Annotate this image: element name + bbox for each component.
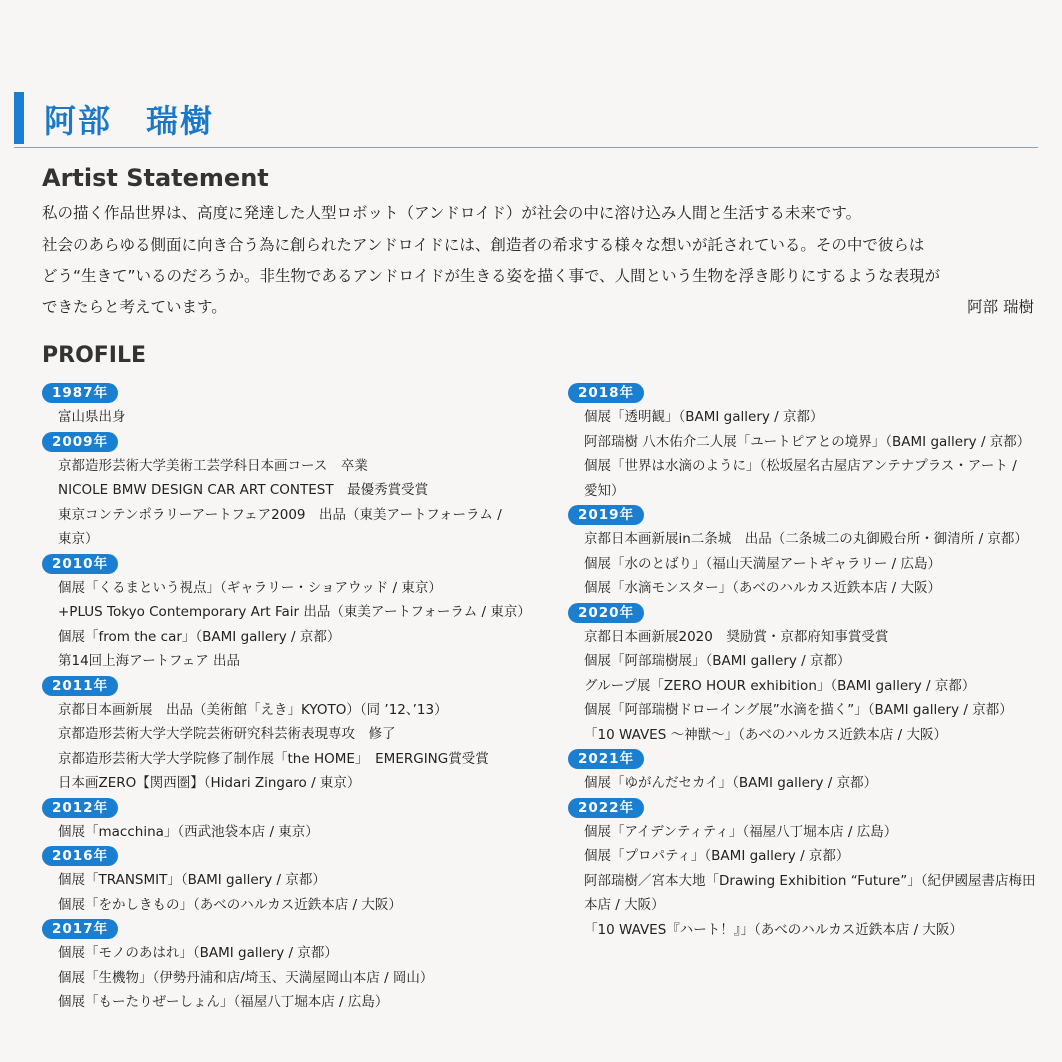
profile-entry: 京都造形芸術大学大学院芸術研究科芸術表現専攻 修了 xyxy=(58,726,396,742)
year-badge: 1987年 xyxy=(42,383,118,403)
profile-entry: 個展「阿部瑞樹展」（BAMI gallery / 京都） xyxy=(584,653,851,669)
profile-entry: 愛知） xyxy=(584,482,625,499)
statement-heading: Artist Statement xyxy=(42,164,269,192)
statement-line: 私の描く作品世界は、高度に発達した人型ロボット（アンドロイド）が社会の中に溶け込み人間と生活する未来です。 xyxy=(42,204,862,222)
profile-entry: 富山県出身 xyxy=(58,409,126,425)
profile-entry: 個展「生機物」（伊勢丹浦和店/埼玉、天満屋岡山本店 / 岡山） xyxy=(58,969,434,986)
profile-column-left xyxy=(42,381,542,1015)
profile-entry: 個展「世界は水滴のように」（松坂屋名古屋店アンテナプラス・アート / xyxy=(584,458,1017,474)
statement-line: できたらと考えています。 xyxy=(42,298,227,316)
profile-entry: 個展「macchina」（西武池袋本店 / 東京） xyxy=(58,823,319,840)
profile-entry: 日本画ZERO【関西圏】（Hidari Zingaro / 東京） xyxy=(58,775,361,791)
profile-entry: 京都日本画新展 出品（美術館「えき」KYOTO）（同 ’12、’13） xyxy=(58,701,448,718)
title-accent-bar xyxy=(14,92,24,144)
profile-entry: 個展「水滴モンスター」（あべのハルカス近鉄本店 / 大阪） xyxy=(584,580,941,596)
profile-entry: 個展「アイデンティティ」（福屋八丁堀本店 / 広島） xyxy=(584,823,898,840)
profile-column-right xyxy=(568,381,1048,942)
profile-entry: 個展「水のとばり」（福山天満屋アートギャラリー / 広島） xyxy=(584,555,941,572)
profile-entry: NICOLE BMW DESIGN CAR ART CONTEST 最優秀賞受賞 xyxy=(58,482,429,498)
page-title: 阿部 瑞樹 xyxy=(44,102,215,140)
title-divider xyxy=(14,147,1038,148)
profile-entry: 東京コンテンポラリーアートフェア2009 出品（東美アートフォーラム / xyxy=(58,506,502,523)
profile-entry: グループ展「ZERO HOUR exhibition」（BAMI gallery / 京都） xyxy=(584,677,976,694)
profile-entry: 個展「阿部瑞樹ドローイング展”水滴を描く”」（BAMI gallery / 京都） xyxy=(584,702,1013,718)
profile-entry: 個展「透明観」（BAMI gallery / 京都） xyxy=(584,409,824,425)
year-badge: 2018年 xyxy=(568,383,644,403)
profile-entry: 第14回上海アートフェア 出品 xyxy=(58,653,240,669)
profile-entry: 「10 WAVES ～神獣～」（あべのハルカス近鉄本店 / 大阪） xyxy=(584,726,947,743)
profile-entry: 阿部瑞樹 八木佑介二人展「ユートピアとの境界」（BAMI gallery / 京都） xyxy=(584,433,1031,450)
profile-entry: 個展「プロパティ」（BAMI gallery / 京都） xyxy=(584,848,850,864)
year-badge: 2012年 xyxy=(42,798,118,818)
year-badge: 2017年 xyxy=(42,919,118,939)
statement-line: どう“生きて”いるのだろうか。非生物であるアンドロイドが生きる姿を描く事で、人間という生物を浮き彫りにするような表現が xyxy=(42,267,941,285)
year-badge: 2021年 xyxy=(568,749,644,769)
year-badge: 2020年 xyxy=(568,603,644,623)
profile-entry: 京都造形芸術大学大学院修了制作展「the HOME」 EMERGING賞受賞 xyxy=(58,750,489,767)
year-badge: 2011年 xyxy=(42,676,118,696)
profile-entry: 個展「もーたりぜーしょん」（福屋八丁堀本店 / 広島） xyxy=(58,994,389,1010)
profile-entry: 個展「TRANSMIT」（BAMI gallery / 京都） xyxy=(58,872,326,888)
profile-entry: 個展「モノのあはれ」（BAMI gallery / 京都） xyxy=(58,945,338,961)
profile-entry: +PLUS Tokyo Contemporary Art Fair 出品（東美アートフォーラム / 東京） xyxy=(58,604,531,620)
profile-entry: 京都造形芸術大学美術工芸学科日本画コース 卒業 xyxy=(58,457,368,474)
year-badge: 2016年 xyxy=(42,846,118,866)
profile-entry: 個展「くるまという視点」（ギャラリー・ショアウッド / 東京） xyxy=(58,579,442,596)
statement-line: 社会のあらゆる側面に向き合う為に創られたアンドロイドには、創造者の希求する様々な想いが託されている。その中で彼らは xyxy=(42,236,925,254)
profile-entry: 東京） xyxy=(58,531,99,547)
year-badge: 2022年 xyxy=(568,798,644,818)
profile-entry: 個展「ゆがんだセカイ」（BAMI gallery / 京都） xyxy=(584,775,878,791)
profile-entry: 個展「をかしきもの」（あべのハルカス近鉄本店 / 大阪） xyxy=(58,896,402,913)
profile-heading: PROFILE xyxy=(42,343,147,368)
profile-entry: 京都日本画新展2020 奨励賞・京都府知事賞受賞 xyxy=(584,628,889,645)
year-badge: 2010年 xyxy=(42,554,118,574)
profile-entry: 「10 WAVES『ハート！』」（あべのハルカス近鉄本店 / 大阪） xyxy=(584,921,963,938)
title-block xyxy=(14,90,1038,148)
profile-entry: 阿部瑞樹／宮本大地「Drawing Exhibition “Future”」（紀伊國屋書店梅田 xyxy=(584,872,1036,889)
profile-entry: 個展「from the car」（BAMI gallery / 京都） xyxy=(58,628,341,645)
statement-signature: 阿部 瑞樹 xyxy=(967,298,1034,316)
year-badge: 2019年 xyxy=(568,505,644,525)
profile-entry: 本店 / 大阪） xyxy=(584,897,665,913)
profile-entry: 京都日本画新展in二条城 出品（二条城二の丸御殿台所・御清所 / 京都） xyxy=(584,531,1028,547)
year-badge: 2009年 xyxy=(42,432,118,452)
